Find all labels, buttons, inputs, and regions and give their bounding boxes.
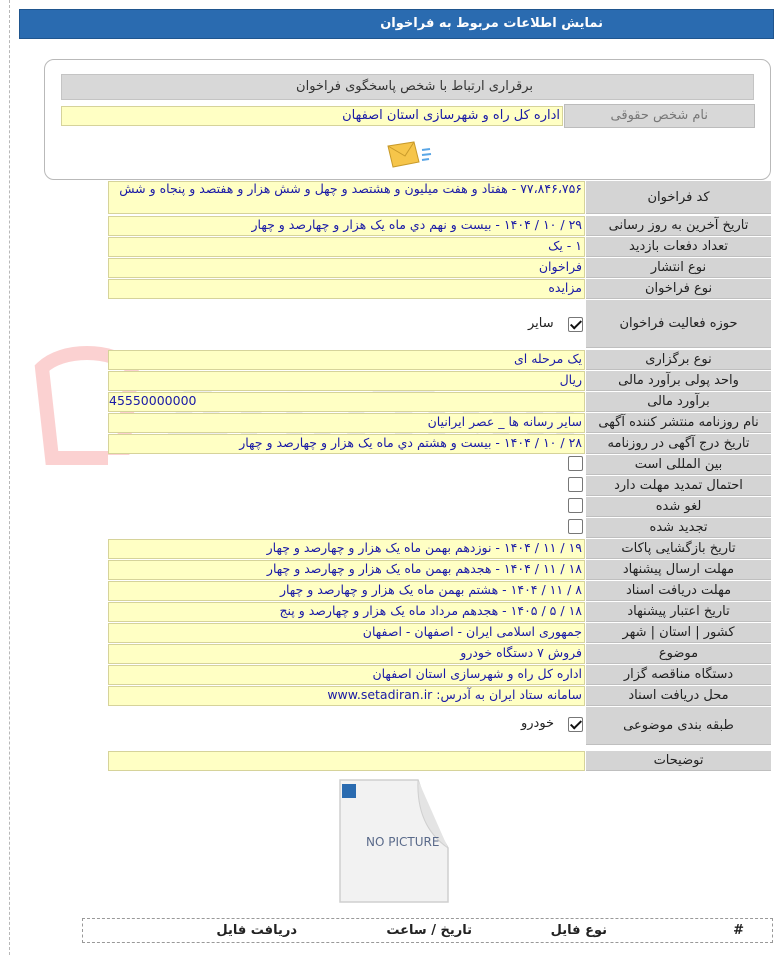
row-holding-type bbox=[108, 350, 771, 370]
activity-label: حوزه فعالیت فراخوان bbox=[586, 300, 771, 348]
renewed-checkbox[interactable] bbox=[568, 519, 583, 534]
files-table-header bbox=[82, 918, 773, 943]
international-label: بین المللی است bbox=[586, 455, 771, 475]
cancelled-checkbox[interactable] bbox=[568, 498, 583, 513]
row-docs-place bbox=[108, 686, 771, 706]
row-renewed bbox=[108, 518, 771, 538]
organizer-label: دستگاه مناقصه گزار bbox=[586, 665, 771, 685]
ad-date-label: تاریخ درج آگهی در روزنامه bbox=[586, 434, 771, 454]
row-call-type bbox=[108, 279, 771, 299]
description-value bbox=[108, 751, 585, 771]
visits-value: ۱ - یک bbox=[108, 237, 585, 257]
docs-place-value: سامانه ستاد ایران به آدرس: www.setadiran.ir bbox=[108, 686, 585, 706]
code-value: ۷۷،۸۴۶،۷۵۶ - هفتاد و هفت میلیون و هشتصد و چهل و شش هزار و هفتصد و پنجاه و شش bbox=[108, 181, 585, 214]
row-code bbox=[108, 181, 771, 214]
cancelled-label: لغو شده bbox=[586, 497, 771, 517]
location-label: کشور | استان | شهر bbox=[586, 623, 771, 643]
location-value: جمهوری اسلامی ایران - اصفهان - اصفهان bbox=[108, 623, 585, 643]
row-newspaper bbox=[108, 413, 771, 433]
publish-type-label: نوع انتشار bbox=[586, 258, 771, 278]
activity-checkbox[interactable] bbox=[568, 317, 583, 332]
row-envelope-open bbox=[108, 539, 771, 559]
files-col-datetime: تاریخ / ساعت bbox=[386, 923, 472, 938]
extension-checkbox[interactable] bbox=[568, 477, 583, 492]
row-subject bbox=[108, 644, 771, 664]
estimate-value: 45550000000 bbox=[108, 392, 585, 412]
row-international bbox=[108, 455, 771, 475]
category-checkbox[interactable] bbox=[568, 717, 583, 732]
row-organizer bbox=[108, 665, 771, 685]
estimate-label: برآورد مالی bbox=[586, 392, 771, 412]
activity-checkbox-label: سایر bbox=[528, 316, 554, 331]
row-currency bbox=[108, 371, 771, 391]
row-category bbox=[108, 707, 771, 745]
row-description bbox=[108, 751, 771, 771]
row-validity bbox=[108, 602, 771, 622]
row-location bbox=[108, 623, 771, 643]
envelope-open-value: ۱۹ / ۱۱ / ۱۴۰۴ - نوزدهم بهمن ماه یک هزار و چهارصد و چهار bbox=[108, 539, 585, 559]
holding-type-label: نوع برگزاری bbox=[586, 350, 771, 370]
no-picture-image bbox=[338, 778, 450, 904]
category-checkbox-label: خودرو bbox=[521, 716, 555, 731]
row-estimate bbox=[108, 392, 771, 412]
envelope-icon[interactable] bbox=[386, 140, 432, 170]
subject-value: فروش ۷ دستگاه خودرو bbox=[108, 644, 585, 664]
currency-value: ریال bbox=[108, 371, 585, 391]
last-update-label: تاریخ آخرین به روز رسانی bbox=[586, 216, 771, 236]
docs-deadline-value: ۸ / ۱۱ / ۱۴۰۴ - هشتم بهمن ماه یک هزار و چهارصد و چهار bbox=[108, 581, 585, 601]
newspaper-label: نام روزنامه منتشر کننده آگهی bbox=[586, 413, 771, 433]
submit-deadline-value: ۱۸ / ۱۱ / ۱۴۰۴ - هجدهم بهمن ماه یک هزار و چهارصد و چهار bbox=[108, 560, 585, 580]
holding-type-value: یک مرحله ای bbox=[108, 350, 585, 370]
files-col-download: دریافت فایل bbox=[216, 923, 297, 938]
call-type-label: نوع فراخوان bbox=[586, 279, 771, 299]
subject-label: موضوع bbox=[586, 644, 771, 664]
renewed-label: تجدید شده bbox=[586, 518, 771, 538]
legal-person-label: نام شخص حقوقی bbox=[564, 104, 755, 128]
validity-value: ۱۸ / ۵ / ۱۴۰۵ - هجدهم مرداد ماه یک هزار و چهارصد و پنج bbox=[108, 602, 585, 622]
row-activity bbox=[108, 300, 771, 348]
extension-label: احتمال تمدید مهلت دارد bbox=[586, 476, 771, 496]
row-publish-type bbox=[108, 258, 771, 278]
visits-label: تعداد دفعات بازدید bbox=[586, 237, 771, 257]
no-picture-text: NO PICTURE bbox=[366, 835, 440, 849]
call-type-value: مزایده bbox=[108, 279, 585, 299]
legal-person-value: اداره کل راه و شهرسازی استان اصفهان bbox=[61, 106, 563, 126]
category-label: طبقه بندی موضوعی bbox=[586, 707, 771, 745]
docs-deadline-label: مهلت دریافت اسناد bbox=[586, 581, 771, 601]
files-col-index: # bbox=[733, 923, 744, 938]
ad-date-value: ۲۸ / ۱۰ / ۱۴۰۴ - بیست و هشتم دي ماه یک هزار و چهارصد و چهار bbox=[108, 434, 585, 454]
submit-deadline-label: مهلت ارسال پیشنهاد bbox=[586, 560, 771, 580]
currency-label: واحد پولی برآورد مالی bbox=[586, 371, 771, 391]
row-cancelled bbox=[108, 497, 771, 517]
files-col-type: نوع فایل bbox=[550, 923, 607, 938]
validity-label: تاریخ اعتبار پیشنهاد bbox=[586, 602, 771, 622]
international-checkbox[interactable] bbox=[568, 456, 583, 471]
row-extension bbox=[108, 476, 771, 496]
row-last-update bbox=[108, 216, 771, 236]
contact-heading: برقراری ارتباط با شخص پاسخگوی فراخوان bbox=[61, 74, 754, 100]
code-label: کد فراخوان bbox=[586, 181, 771, 214]
organizer-value: اداره کل راه و شهرسازی استان اصفهان bbox=[108, 665, 585, 685]
newspaper-value: سایر رسانه ها _ عصر ایرانیان bbox=[108, 413, 585, 433]
docs-place-label: محل دریافت اسناد bbox=[586, 686, 771, 706]
activity-value bbox=[108, 300, 585, 348]
publish-type-value: فراخوان bbox=[108, 258, 585, 278]
envelope-open-label: تاریخ بازگشایی پاکات bbox=[586, 539, 771, 559]
row-docs-deadline bbox=[108, 581, 771, 601]
row-submit-deadline bbox=[108, 560, 771, 580]
last-update-value: ۲۹ / ۱۰ / ۱۴۰۴ - بیست و نهم دي ماه یک هزار و چهارصد و چهار bbox=[108, 216, 585, 236]
row-ad-date bbox=[108, 434, 771, 454]
row-visits bbox=[108, 237, 771, 257]
description-label: توضیحات bbox=[586, 751, 771, 771]
page-title: نمایش اطلاعات مربوط به فراخوان bbox=[19, 9, 774, 39]
